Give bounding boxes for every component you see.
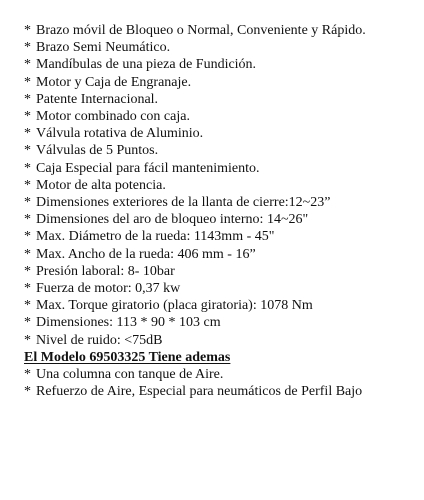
- feature-text: Mandíbulas de una pieza de Fundición.: [36, 57, 257, 73]
- bullet-star: *: [24, 246, 31, 262]
- bullet-star: *: [24, 212, 31, 228]
- bullet-star: *: [24, 40, 31, 56]
- bullet-star: *: [24, 91, 31, 107]
- list-item: [24, 280, 420, 297]
- list-item: [24, 56, 420, 73]
- feature-text: Max. Torque giratorio (placa giratoria): 1078 Nm: [36, 298, 313, 314]
- model-heading: El Modelo 69503325 Tiene ademas: [24, 349, 231, 365]
- list-item: [24, 383, 420, 400]
- list-item: [24, 314, 420, 331]
- feature-text: Válvulas de 5 Puntos.: [36, 143, 159, 159]
- feature-text: Dimensiones exteriores de la llanta de cierre:12~23”: [36, 195, 331, 211]
- list-item: [24, 194, 420, 211]
- bullet-star: *: [24, 23, 31, 38]
- bullet-star: *: [24, 126, 31, 142]
- list-item: [24, 125, 420, 142]
- extra-feature-text: Refuerzo de Aire, Especial para neumáticos de Perfil Bajo: [36, 384, 363, 400]
- bullet-star: *: [24, 315, 31, 331]
- bullet-star: *: [24, 298, 31, 314]
- feature-text: Válvula rotativa de Aluminio.: [36, 126, 204, 142]
- feature-text: Patente Internacional.: [36, 91, 159, 107]
- list-item: [24, 211, 420, 228]
- bullet-star: *: [24, 229, 31, 245]
- feature-text: Max. Diámetro de la rueda: 1143mm - 45": [36, 229, 275, 245]
- list-item: [24, 366, 420, 383]
- bullet-star: *: [24, 57, 31, 73]
- feature-list: [24, 22, 420, 400]
- feature-text: Presión laboral: 8- 10bar: [36, 263, 175, 279]
- bullet-star: *: [24, 109, 31, 125]
- feature-text: Brazo móvil de Bloqueo o Normal, Conveniente y Rápido.: [36, 23, 366, 38]
- feature-text: Max. Ancho de la rueda: 406 mm - 16”: [36, 246, 256, 262]
- feature-text: Motor combinado con caja.: [36, 109, 190, 125]
- feature-text: Brazo Semi Neumático.: [36, 40, 171, 56]
- bullet-star: *: [24, 281, 31, 297]
- list-item: [24, 22, 420, 39]
- bullet-star: *: [24, 143, 31, 159]
- list-item: [24, 39, 420, 56]
- bullet-star: *: [24, 195, 31, 211]
- bullet-star: *: [24, 384, 31, 400]
- feature-text: Caja Especial para fácil mantenimiento.: [36, 160, 260, 176]
- list-item: [24, 297, 420, 314]
- feature-text: Dimensiones: 113 * 90 * 103 cm: [36, 315, 221, 331]
- list-item: [24, 160, 420, 177]
- bullet-star: *: [24, 177, 31, 193]
- bullet-star: *: [24, 160, 31, 176]
- extra-feature-text: Una columna con tanque de Aire.: [36, 367, 224, 383]
- feature-text: Motor y Caja de Engranaje.: [36, 74, 192, 90]
- feature-text: Motor de alta potencia.: [36, 177, 166, 193]
- bullet-star: *: [24, 332, 31, 348]
- list-item: [24, 177, 420, 194]
- list-item: [24, 228, 420, 245]
- list-item: [24, 108, 420, 125]
- list-item: [24, 263, 420, 280]
- list-item: [24, 91, 420, 108]
- list-item: [24, 332, 420, 349]
- bullet-star: *: [24, 263, 31, 279]
- bullet-star: *: [24, 367, 31, 383]
- list-item: [24, 74, 420, 91]
- feature-text: Dimensiones del aro de bloqueo interno: 14~26": [36, 212, 309, 228]
- list-item: [24, 142, 420, 159]
- bullet-star: *: [24, 74, 31, 90]
- feature-text: Fuerza de motor: 0,37 kw: [36, 281, 181, 297]
- list-item: [24, 246, 420, 263]
- feature-text: Nivel de ruido: <75dB: [36, 332, 163, 348]
